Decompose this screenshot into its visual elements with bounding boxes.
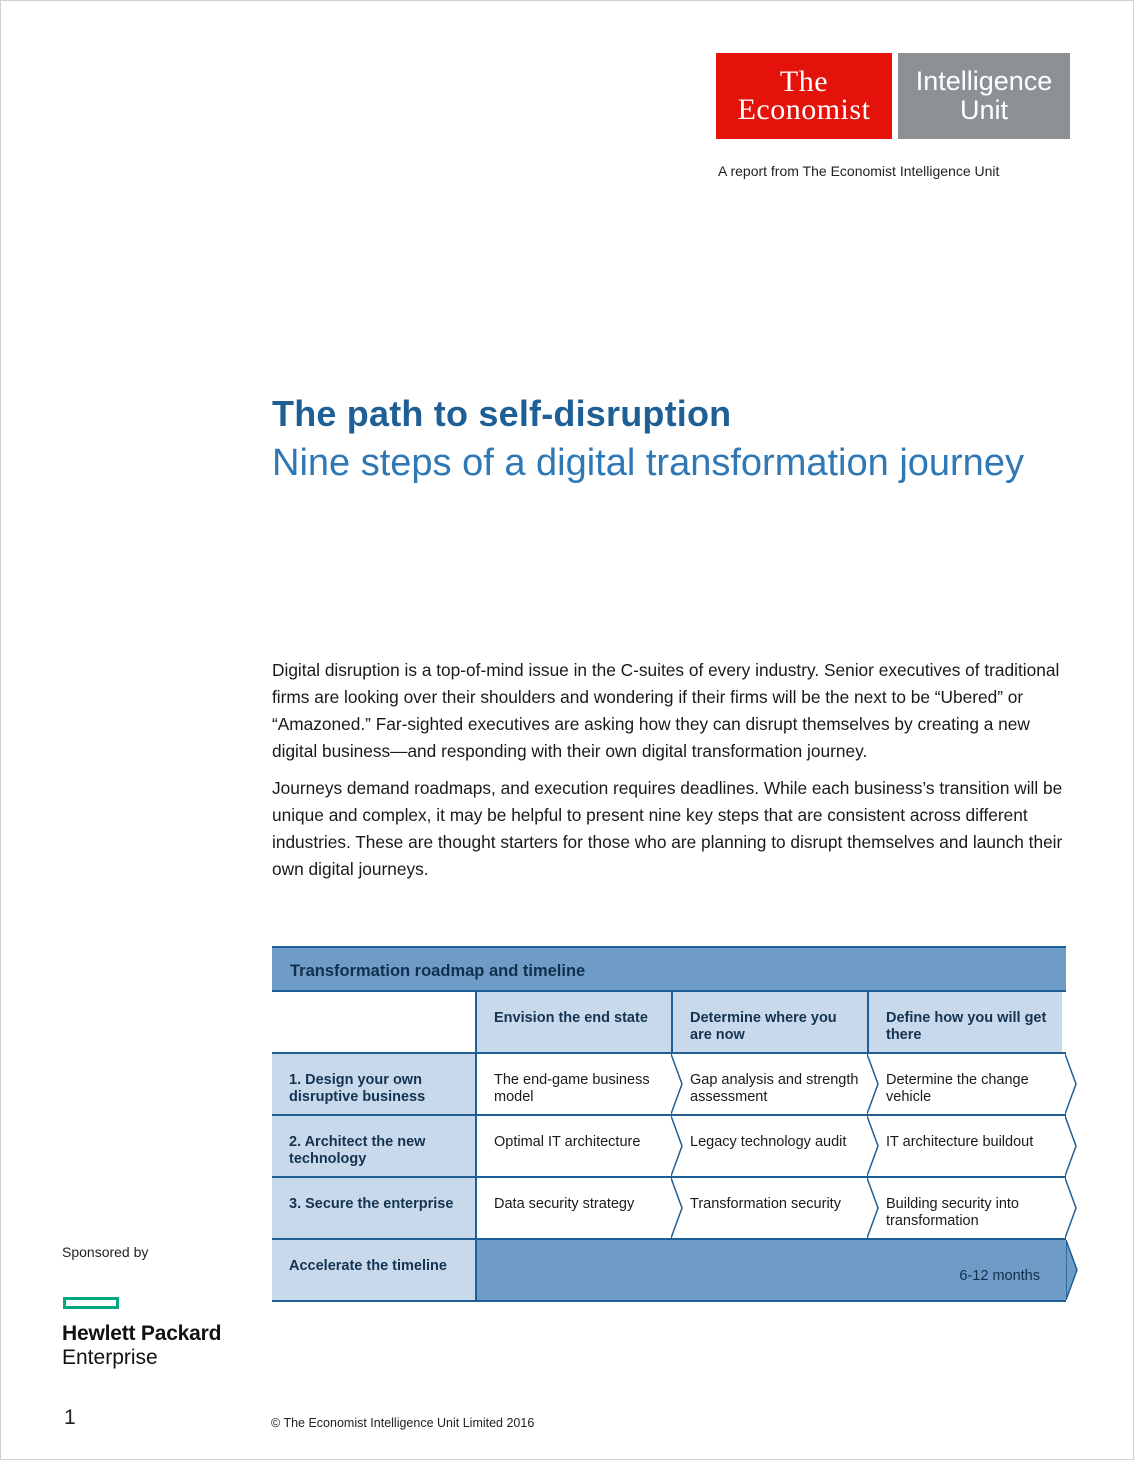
table-row <box>272 1054 1066 1116</box>
table-cell <box>869 1116 1065 1176</box>
timeline-arrow-icon <box>1066 1240 1078 1300</box>
hpe-logo-icon <box>63 1297 119 1309</box>
column-header-1: Envision the end state <box>477 992 673 1052</box>
copyright-text: © The Economist Intelligence Unit Limited 2016 <box>271 1416 535 1430</box>
row-label: 3. Secure the enterprise <box>272 1178 477 1238</box>
body-text <box>272 657 1072 893</box>
chevron-right-icon <box>867 1116 879 1176</box>
roadmap-header: Transformation roadmap and timeline <box>272 946 1066 992</box>
logo-grey-line1: Intelligence <box>915 66 1053 96</box>
sponsor-name-line1: Hewlett Packard <box>62 1322 222 1345</box>
body-paragraph-1: Digital disruption is a top-of-mind issue in the C-suites of every industry. Senior executives of traditional firms are looking over their shoulders and wondering if their firms will be the next to be “Ubered” or “Amazoned.” Far-sighted executives are asking how they can disrupt themselves by creating a new digital business—and responding with their own digital transformation journey. <box>272 660 1060 761</box>
cell-text: Data security strategy <box>494 1196 635 1212</box>
column-header-3: Define how you will get there <box>869 992 1062 1052</box>
row-label: 1. Design your own disruptive business <box>272 1054 477 1114</box>
table-cell <box>673 1178 869 1238</box>
intelligence-unit-logo-block <box>898 53 1070 139</box>
page-number: 1 <box>64 1406 76 1429</box>
table-cell <box>869 1054 1065 1114</box>
table-row <box>272 1178 1066 1240</box>
table-cell <box>477 1054 673 1114</box>
chevron-right-icon <box>1065 1054 1077 1114</box>
logo-red-line1: The <box>779 65 829 98</box>
body-paragraph-2: Journeys demand roadmaps, and execution requires deadlines. While each business’s transition will be unique and complex, it may be helpful to present nine key steps that are consistent across different industries. These are thought starters for those who are planning to disrupt themselves and launch their own digital journeys. <box>272 778 1063 879</box>
cell-text: Legacy technology audit <box>690 1134 847 1150</box>
cell-text: Transformation security <box>690 1196 841 1212</box>
chevron-right-icon <box>671 1116 683 1176</box>
sponsored-by-label: Sponsored by <box>62 1244 149 1260</box>
roadmap-table <box>272 946 1066 1302</box>
roadmap-column-headers <box>272 992 1066 1054</box>
sponsor-name-line2: Enterprise <box>62 1346 158 1369</box>
table-cell <box>673 1054 869 1114</box>
cell-text: IT architecture buildout <box>886 1134 1034 1150</box>
chevron-right-icon <box>1065 1116 1077 1176</box>
timeline-row-label: Accelerate the timeline <box>272 1240 477 1300</box>
cell-text: Building security into transformation <box>886 1196 1019 1229</box>
economist-logo-block <box>716 53 892 139</box>
cell-text: Determine the change vehicle <box>886 1072 1029 1105</box>
table-cell <box>673 1116 869 1176</box>
chevron-right-icon <box>671 1178 683 1238</box>
cell-text: Gap analysis and strength assessment <box>690 1072 859 1105</box>
column-header-2: Determine where you are now <box>673 992 869 1052</box>
cell-text: The end-game business model <box>494 1072 650 1105</box>
report-from-text: A report from The Economist Intelligence Unit <box>718 163 1000 179</box>
document-subtitle: Nine steps of a digital transformation journey <box>272 442 1024 484</box>
economist-intelligence-unit-logo <box>716 53 1070 139</box>
timeline-text: 6-12 months <box>959 1268 1040 1284</box>
document-title: The path to self-disruption <box>272 393 732 434</box>
logo-grey-line2: Unit <box>959 95 1008 125</box>
cell-text: Optimal IT architecture <box>494 1134 641 1150</box>
table-row <box>272 1116 1066 1178</box>
chevron-right-icon <box>1065 1178 1077 1238</box>
logo-red-line2: Economist <box>737 93 871 126</box>
table-cell <box>477 1116 673 1176</box>
table-cell <box>477 1178 673 1238</box>
table-cell <box>869 1178 1065 1238</box>
chevron-right-icon <box>867 1054 879 1114</box>
chevron-right-icon <box>671 1054 683 1114</box>
timeline-bar <box>477 1240 1066 1300</box>
column-header-empty <box>272 992 477 1052</box>
chevron-right-icon <box>867 1178 879 1238</box>
row-label: 2. Architect the new technology <box>272 1116 477 1176</box>
timeline-row <box>272 1240 1066 1302</box>
